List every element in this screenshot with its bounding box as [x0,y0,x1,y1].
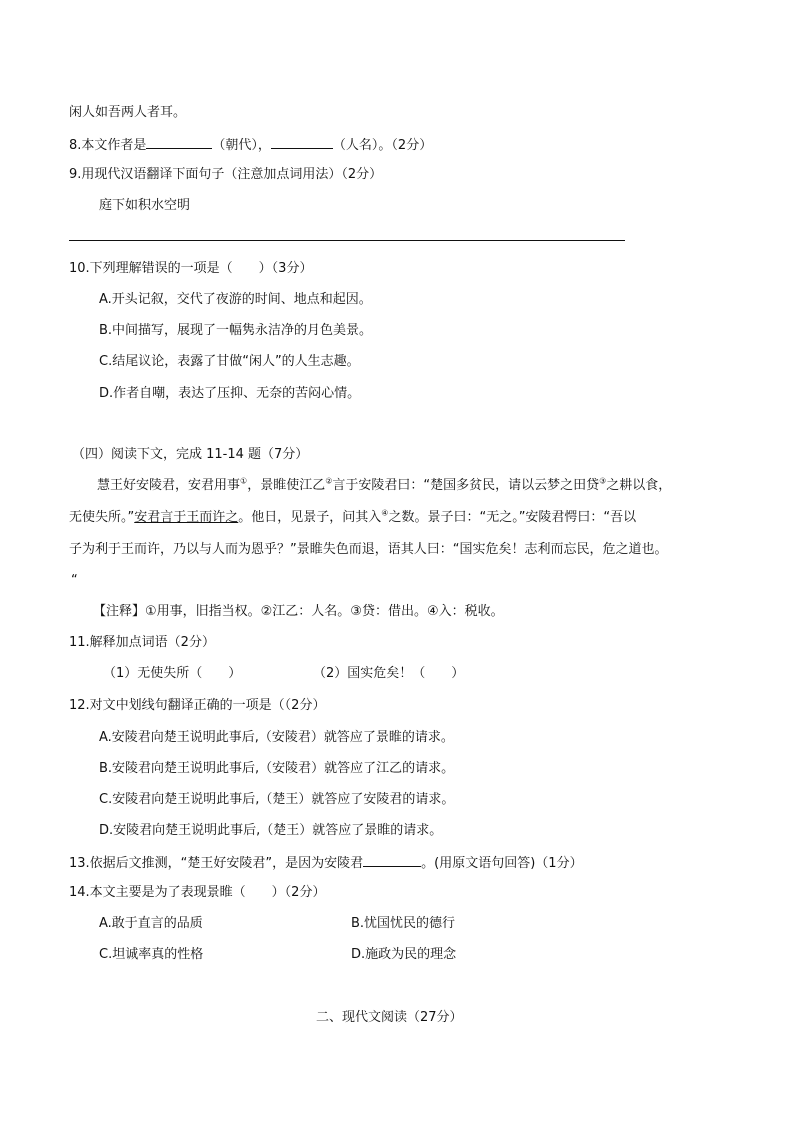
passage-text: ，景睢使江乙 [247,478,326,493]
note-marker: ② [325,476,333,486]
option-b: B.安陵君向楚王说明此事后,（安陵君）就答应了江乙的请求。 [99,761,455,776]
note-marker: ① [240,476,248,486]
passage-line [69,510,636,526]
question-9: 9.用现代汉语翻译下面句子（注意加点词用法）（2分） [69,167,383,182]
passage-text: 之耕以食， [606,478,672,493]
answer-blank[interactable] [146,136,212,149]
question-12: 12.对文中划线句翻译正确的一项是（（2分） [69,698,326,713]
passage-line: “ [71,573,78,588]
question-10: 10.下列理解错误的一项是（ ）（3分） [69,261,313,276]
section-heading: 二、现代文阅读（27分） [316,1010,463,1025]
text-line: 闲人如吾两人者耳。 [69,105,187,120]
passage-line [97,478,671,494]
question-8 [69,136,432,154]
question-13-text-a: 13.依据后文推测，“楚王好安陵君”，是因为安陵君 [69,856,364,871]
option-d: D.作者自嘲，表达了压抑、无奈的苦闷心情。 [99,386,361,401]
option-a: A.开头记叙，交代了夜游的时间、地点和起因。 [99,292,372,307]
option-a: A.安陵君向楚王说明此事后,（安陵君）就答应了景睢的请求。 [99,730,454,745]
passage-text: 无使失所。” [69,510,135,525]
section-heading: （四）阅读下文，完成 11-14 题（7分） [72,447,309,462]
question-11-item-1: （1）无使失所（ ） [103,666,242,681]
answer-blank[interactable] [271,136,333,149]
question-8-text-b: （朝代）， [212,138,271,153]
passage-text: 之数。景子曰：“无之。”安陵君愕曰：“吾以 [388,510,637,525]
option-b: B.忧国忧民的德行 [351,916,456,931]
passage-line: 子为利于王而许，乃以与人而为恩乎？”景睢失色而退，语其人曰：“国实危矣！志利而忘民，危之道也。 [69,542,668,557]
question-8-text-c: （人名）。（2分） [332,138,433,153]
option-b: B.中间描写，展现了一幅隽永洁净的月色美景。 [99,323,373,338]
passage-text: 。他日，见景子，问其入 [238,510,382,525]
option-c: C.安陵君向楚王说明此事后,（楚王）就答应了安陵君的请求。 [99,792,455,807]
passage-text: 慧王好安陵君，安君用事 [97,478,241,493]
passage-text: 言于安陵君曰：“楚国多贫民，请以云梦之田贷 [332,478,600,493]
question-13 [69,854,583,872]
option-c: C.结尾议论，表露了甘做“闲人”的人生志趣。 [99,354,360,369]
question-11-item-2: （2）国实危矣！（ ） [313,666,465,681]
option-d: D.安陵君向楚王说明此事后,（楚王）就答应了景睢的请求。 [99,823,443,838]
option-a: A.敢于直言的品质 [99,916,203,931]
answer-line[interactable] [69,240,625,241]
note-marker: ④ [381,508,389,518]
option-d: D.施政为民的理念 [351,947,457,962]
question-13-text-b: 。(用原文语句回答)（1分） [421,856,583,871]
note-marker: ③ [599,476,607,486]
answer-blank[interactable] [363,854,421,867]
question-8-text-a: 8.本文作者是 [69,138,147,153]
underlined-sentence: 安君言于王而许之 [134,510,239,525]
question-11: 11.解释加点词语（2分） [69,635,215,650]
question-14: 14.本文主要是为了表现景睢（ ）（2分） [69,885,326,900]
option-c: C.坦诚率真的性格 [99,947,204,962]
question-9-sentence: 庭下如积水空明 [99,198,191,213]
annotation: 【注释】①用事，旧指当权。②江乙：人名。③贷：借出。④入：税收。 [93,604,504,619]
